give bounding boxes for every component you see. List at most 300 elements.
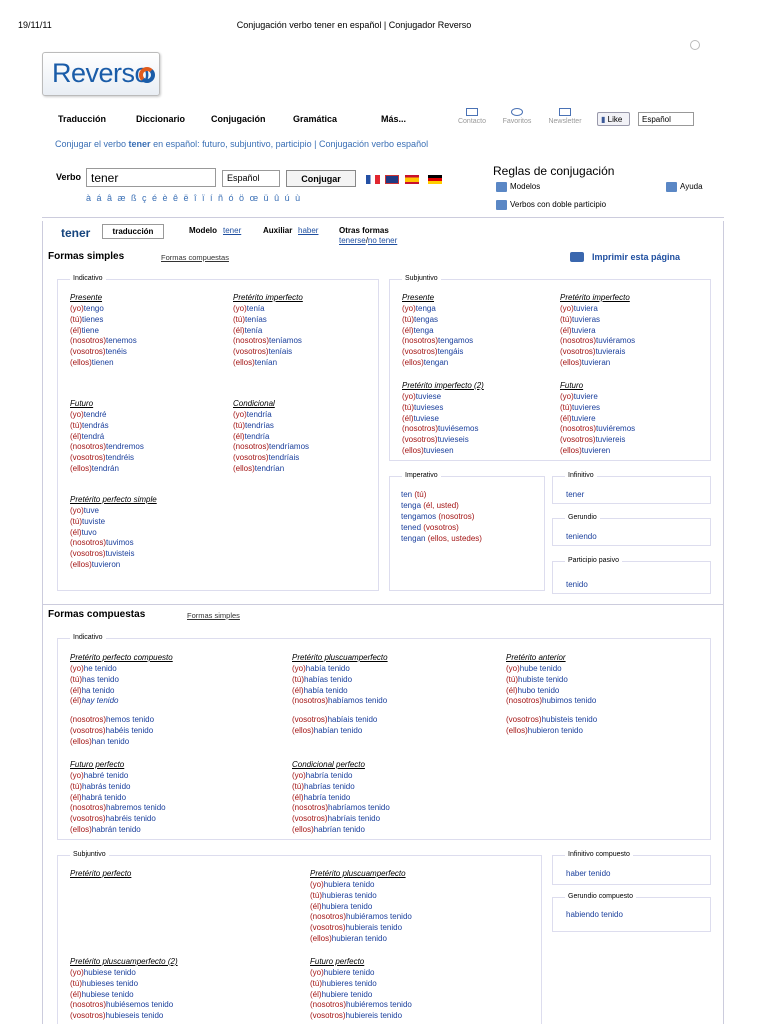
pronoun: (él) xyxy=(70,792,82,802)
conjugation-line xyxy=(292,803,390,814)
verb-form[interactable]: tuviereis xyxy=(595,435,626,445)
tense-block xyxy=(402,381,484,457)
verb-form[interactable]: habría tenido xyxy=(303,792,351,802)
verb-form[interactable]: tienen xyxy=(91,357,114,367)
participio-value[interactable]: tenido xyxy=(566,580,588,589)
verb-form[interactable]: tuvierais xyxy=(595,347,626,357)
verb-form[interactable]: hubieseis tenido xyxy=(105,1011,164,1021)
imperativo-line xyxy=(401,500,482,511)
imp-pronoun: (tú) xyxy=(414,490,427,499)
formas-simples-title: Formas simples xyxy=(48,251,125,262)
conjugation-line xyxy=(402,403,484,414)
verb-form[interactable]: habréis tenido xyxy=(105,814,156,824)
nav-contacto[interactable] xyxy=(452,108,492,125)
print-header xyxy=(0,20,768,32)
pronoun: (yo) xyxy=(292,664,306,673)
conjugation-line xyxy=(70,517,157,528)
verb-form[interactable]: tendríais xyxy=(268,453,300,463)
otras-formas-label: Otras formas xyxy=(339,226,389,235)
verb-form[interactable]: habremos tenido xyxy=(106,803,166,813)
verb-form[interactable]: tuviste xyxy=(82,516,106,526)
verb-form[interactable]: hubiere tenido xyxy=(321,989,373,999)
traduccion-button[interactable]: traducción xyxy=(102,224,164,239)
verb-form[interactable]: tuviere xyxy=(571,413,596,423)
verb-form[interactable]: habrás tenido xyxy=(82,781,131,791)
gerundio-title: Gerundio xyxy=(565,514,600,521)
verb-form[interactable]: hube tenido xyxy=(519,664,562,673)
conjugation-line xyxy=(233,410,309,421)
verb-form[interactable]: hubieran tenido xyxy=(331,933,387,943)
verb-form[interactable]: tenéis xyxy=(105,347,127,357)
nav-contacto-label: Contacto xyxy=(457,118,487,125)
verb-form[interactable]: hubiéramos tenido xyxy=(346,912,412,922)
nav-favoritos[interactable] xyxy=(497,108,537,125)
verb-form[interactable]: habrías tenido xyxy=(304,781,355,791)
conjugar-button[interactable]: Conjugar xyxy=(286,170,356,187)
pronoun: (vosotros) xyxy=(310,1011,346,1021)
divider xyxy=(42,217,724,218)
conjugation-line xyxy=(292,696,388,707)
verb-form[interactable]: tendrás xyxy=(82,420,109,430)
flag-de-icon[interactable] xyxy=(428,175,442,184)
pronoun: (yo) xyxy=(70,410,84,419)
tense-name: Futuro perfecto xyxy=(310,957,365,966)
pronoun: (ellos) xyxy=(402,357,424,367)
pronoun: (vosotros) xyxy=(70,725,106,735)
accent-keys[interactable]: à á â æ ß ç é è ê ë î ï í ñ ó ö œ ü û ú ù xyxy=(86,193,302,203)
pronoun: (vosotros) xyxy=(506,715,542,725)
pronoun: (vosotros) xyxy=(70,347,106,357)
conjugation-line xyxy=(292,726,388,737)
pronoun: (tú) xyxy=(292,674,304,684)
pronoun: (ellos) xyxy=(292,824,314,834)
conjugation-line xyxy=(70,825,166,836)
pronoun: (ellos) xyxy=(292,725,314,735)
conjugation-line xyxy=(402,358,473,369)
verb-form[interactable]: tuviéremos xyxy=(596,424,636,434)
verb-form[interactable]: tenía xyxy=(246,304,265,313)
conjugation-line xyxy=(70,464,144,475)
imp-verb[interactable]: tengan xyxy=(401,534,426,543)
pronoun: (ellos) xyxy=(70,559,92,569)
verb-form[interactable]: tenemos xyxy=(106,336,137,346)
formas-simples-link[interactable]: Formas simples xyxy=(187,611,240,620)
imp-pronoun: (nosotros) xyxy=(438,512,475,521)
pronoun: (yo) xyxy=(70,506,84,515)
verb-form[interactable]: hubiese tenido xyxy=(83,968,136,977)
tense-block xyxy=(70,293,137,369)
pronoun: (tú) xyxy=(560,402,572,412)
auxiliar-link[interactable]: haber xyxy=(298,226,319,235)
conjugation-line xyxy=(560,358,635,369)
doble-participio-link[interactable]: Verbos con doble participio xyxy=(496,200,606,209)
flag-en-icon[interactable] xyxy=(385,175,399,184)
conjugation-line xyxy=(560,414,635,425)
reverso-logo[interactable] xyxy=(42,52,160,96)
conjugation-line xyxy=(310,1000,412,1011)
verb-form[interactable]: hubiese tenido xyxy=(81,989,134,999)
pronoun: (yo) xyxy=(70,968,84,977)
verb-form[interactable]: hubisteis tenido xyxy=(541,715,598,725)
pronoun: (vosotros) xyxy=(402,347,438,357)
verb-form[interactable]: tenga xyxy=(413,325,434,335)
pronoun: (vosotros) xyxy=(402,435,438,445)
mail-icon xyxy=(466,108,478,116)
otras-separator: / xyxy=(365,236,368,245)
tenerse-link[interactable]: tenerse xyxy=(339,236,366,245)
pronoun: (él) xyxy=(560,413,572,423)
verb-form[interactable]: habrá tenido xyxy=(81,792,127,802)
verb-form[interactable]: tuvieron xyxy=(91,559,121,569)
conjugation-line xyxy=(70,782,166,793)
indicativo-compuesto-title: Indicativo xyxy=(70,634,106,641)
verb-form[interactable]: habrán tenido xyxy=(91,824,141,834)
verb-form[interactable]: tuviese xyxy=(413,413,439,423)
conjugation-line xyxy=(233,442,309,453)
pronoun: (tú) xyxy=(310,978,322,988)
verb-form[interactable]: tendrá xyxy=(81,431,105,441)
tense-block xyxy=(70,495,157,571)
pronoun: (él) xyxy=(506,685,518,695)
conjugation-line xyxy=(70,304,137,315)
tense-name: Condicional perfecto xyxy=(292,760,365,769)
subjuntivo-compuesto-title: Subjuntivo xyxy=(70,851,109,858)
nav-newsletter-label: Newsletter xyxy=(548,118,582,125)
pronoun: (nosotros) xyxy=(70,715,107,725)
tense-name: Pretérito anterior xyxy=(506,653,566,662)
ger-compuesto-title: Gerundio compuesto xyxy=(565,893,636,900)
ger-compuesto-value[interactable]: habiendo tenido xyxy=(566,910,623,919)
verb-form[interactable]: habrían tenido xyxy=(313,824,365,834)
verb-form[interactable]: tengan xyxy=(423,357,449,367)
ayuda-link[interactable]: Ayuda xyxy=(666,182,703,191)
pronoun: (él) xyxy=(70,527,82,537)
verb-form[interactable]: tuvieras xyxy=(572,314,601,324)
conjugation-line xyxy=(70,410,144,421)
imp-pronoun: (él, usted) xyxy=(423,501,459,510)
gerundio-value[interactable]: teniendo xyxy=(566,532,597,541)
verb-form[interactable]: tuviese xyxy=(415,392,442,401)
verb-form[interactable]: habéis tenido xyxy=(105,725,154,735)
pronoun: (ellos) xyxy=(560,445,582,455)
conjugation-line xyxy=(402,304,473,315)
flag-fr-icon[interactable] xyxy=(366,175,380,184)
verb-form[interactable]: habían tenido xyxy=(313,725,363,735)
divider xyxy=(42,604,724,605)
verb-form[interactable]: tengáis xyxy=(437,347,464,357)
conjugation-line xyxy=(70,315,137,326)
verb-input[interactable]: tener xyxy=(86,168,216,187)
pronoun: (ellos) xyxy=(560,357,582,367)
pronoun: (tú) xyxy=(233,314,245,324)
subtitle-verb: tener xyxy=(128,139,151,149)
verb-form[interactable]: tenían xyxy=(254,357,278,367)
verb-form[interactable]: tenías xyxy=(245,314,267,324)
tense-block xyxy=(70,869,131,880)
indicativo-title: Indicativo xyxy=(70,275,106,282)
pronoun: (él) xyxy=(310,989,322,999)
verb-form[interactable]: tuviesen xyxy=(423,445,454,455)
verb-form[interactable]: tendría xyxy=(244,431,270,441)
infinitivo-value[interactable]: tener xyxy=(566,490,585,499)
nav-mas[interactable]: Más... xyxy=(381,114,407,124)
conjugation-line xyxy=(402,446,484,457)
conjugation-line xyxy=(70,549,157,560)
verb-form[interactable]: tuvieran xyxy=(581,357,611,367)
verb-form[interactable]: tuviera xyxy=(571,325,596,335)
pronoun: (nosotros) xyxy=(506,696,543,706)
verb-form[interactable]: teníais xyxy=(268,347,293,357)
conjugation-line xyxy=(233,358,303,369)
verb-title: tener xyxy=(61,226,91,240)
share-icon[interactable] xyxy=(690,40,700,50)
inf-compuesto-value[interactable]: haber tenido xyxy=(566,869,611,878)
verb-form[interactable]: tenga xyxy=(415,304,436,313)
imp-verb[interactable]: tenga xyxy=(401,501,422,510)
verb-form[interactable]: tiene xyxy=(81,325,99,335)
verb-form[interactable]: hubiere tenido xyxy=(323,968,375,977)
conjugation-line xyxy=(70,686,173,697)
reglas-title: Reglas de conjugación xyxy=(493,164,615,178)
verb-form[interactable]: hubiste tenido xyxy=(518,674,568,684)
conjugation-line xyxy=(70,979,178,990)
verb-form[interactable]: hubiera tenido xyxy=(321,901,373,911)
verb-form[interactable]: tuviésemos xyxy=(438,424,479,434)
conjugation-line xyxy=(560,435,635,446)
formas-compuestas-link[interactable]: Formas compuestas xyxy=(161,253,229,262)
verb-form[interactable]: tendríamos xyxy=(269,442,310,452)
pronoun: (vosotros) xyxy=(233,347,269,357)
conjugation-line xyxy=(292,715,388,726)
verb-form[interactable]: hubieron tenido xyxy=(527,725,583,735)
conjugation-line xyxy=(292,686,388,697)
pronoun: (tú) xyxy=(506,674,518,684)
pronoun: (él) xyxy=(292,685,304,695)
flag-es-icon[interactable] xyxy=(405,175,419,184)
conjugation-line xyxy=(402,414,484,425)
language-select[interactable]: Español xyxy=(222,170,280,187)
tense-block xyxy=(70,957,178,1022)
verb-form[interactable]: habría tenido xyxy=(305,771,353,780)
verb-form[interactable]: tuvisteis xyxy=(105,549,135,559)
site-language-select[interactable]: Español xyxy=(638,112,694,126)
tense-block xyxy=(292,760,390,836)
verb-form[interactable]: tuvo xyxy=(81,527,97,537)
verb-form[interactable]: habíamos tenido xyxy=(328,696,388,706)
pronoun: (él) xyxy=(233,431,245,441)
conjugation-line xyxy=(292,782,390,793)
verb-form[interactable]: habré tenido xyxy=(83,771,129,780)
tense-block xyxy=(70,653,173,748)
verb-form[interactable]: tuviere xyxy=(573,392,598,401)
pronoun: (nosotros) xyxy=(70,336,107,346)
conjugation-line xyxy=(402,326,473,337)
verb-form[interactable]: tienes xyxy=(82,314,104,324)
conjugation-line xyxy=(560,424,635,435)
participio-title: Participio pasivo xyxy=(565,557,622,564)
imprimir-label: Imprimir esta página xyxy=(592,252,681,262)
conjugation-line xyxy=(402,435,484,446)
verb-form[interactable]: tuvieren xyxy=(581,445,611,455)
pronoun: (yo) xyxy=(402,392,416,401)
imp-verb[interactable]: ten xyxy=(401,490,413,499)
tense-block xyxy=(402,293,473,369)
verb-form[interactable]: habías tenido xyxy=(304,674,353,684)
verb-form[interactable]: tuviera xyxy=(573,304,598,313)
verb-form[interactable]: tendría xyxy=(246,410,272,419)
otras-formas-links xyxy=(339,236,397,245)
verb-form[interactable]: habíais tenido xyxy=(327,715,378,725)
pronoun: (tú) xyxy=(402,314,414,324)
pronoun: (ellos) xyxy=(310,933,332,943)
tense-name: Pretérito imperfecto (2) xyxy=(402,381,484,390)
like-button[interactable] xyxy=(597,112,630,126)
conjugation-line xyxy=(233,464,309,475)
verb-form[interactable]: habríais tenido xyxy=(327,814,381,824)
verb-form[interactable]: tengamos xyxy=(438,336,474,346)
conjugation-line xyxy=(310,880,412,891)
verb-form[interactable]: tenía xyxy=(244,325,263,335)
verb-form[interactable]: hubimos tenido xyxy=(542,696,597,706)
nav-traduccion[interactable]: Traducción xyxy=(58,114,107,124)
conjugation-line xyxy=(70,737,173,748)
conjugation-line xyxy=(70,715,173,726)
pronoun: (tú) xyxy=(292,781,304,791)
pronoun: (yo) xyxy=(402,304,416,313)
verb-form[interactable]: tendré xyxy=(83,410,107,419)
imp-verb[interactable]: tened xyxy=(401,523,422,532)
conjugation-line xyxy=(292,664,388,675)
no-tener-link[interactable]: no tener xyxy=(367,236,398,245)
pronoun: (vosotros) xyxy=(233,453,269,463)
modelos-link[interactable]: Modelos xyxy=(496,182,540,191)
conjugation-line xyxy=(70,421,144,432)
tense-name: Pretérito perfecto compuesto xyxy=(70,653,173,662)
conjugation-line xyxy=(70,453,144,464)
nav-conjugacion[interactable]: Conjugación xyxy=(211,114,266,124)
conjugation-line xyxy=(560,315,635,326)
conjugation-line xyxy=(310,979,412,990)
conjugation-line xyxy=(310,968,412,979)
printer-icon xyxy=(570,252,584,262)
verb-form[interactable]: han tenido xyxy=(91,736,130,746)
tense-name: Pretérito pluscuamperfecto xyxy=(310,869,406,878)
verb-form[interactable]: tendrán xyxy=(91,463,119,473)
conjugation-line xyxy=(506,715,597,726)
verb-form[interactable]: he tenido xyxy=(83,664,117,673)
imperativo-line xyxy=(401,489,482,500)
verb-form[interactable]: hubierais tenido xyxy=(345,923,403,933)
conjugation-line xyxy=(402,336,473,347)
verb-form[interactable]: tuvieres xyxy=(572,402,601,412)
pronoun: (nosotros) xyxy=(292,803,329,813)
verb-form[interactable]: hemos tenido xyxy=(106,715,155,725)
pronoun: (vosotros) xyxy=(70,1011,106,1021)
pronoun: (ellos) xyxy=(70,736,92,746)
conjugation-line xyxy=(310,923,412,934)
verb-form[interactable]: había tenido xyxy=(305,664,350,673)
conjugation-line xyxy=(70,664,173,675)
conjugation-line xyxy=(70,1000,178,1011)
verb-form[interactable]: hubo tenido xyxy=(517,685,560,695)
conjugation-line xyxy=(233,421,309,432)
verb-form[interactable]: hay tenido xyxy=(81,696,119,706)
verb-form[interactable]: tendrías xyxy=(245,420,274,430)
verb-form[interactable]: hubiéremos tenido xyxy=(346,1000,412,1010)
verb-form[interactable]: hubieras tenido xyxy=(322,890,377,900)
conjugation-line xyxy=(292,814,390,825)
tense-name: Presente xyxy=(70,293,103,302)
conjugation-line xyxy=(310,902,412,913)
verb-form[interactable]: ha tenido xyxy=(81,685,115,695)
conjugation-line xyxy=(560,326,635,337)
conjugation-line xyxy=(560,347,635,358)
conjugation-line xyxy=(506,664,597,675)
nav-favoritos-label: Favoritos xyxy=(502,118,532,125)
verb-form[interactable]: hubieres tenido xyxy=(322,978,377,988)
formas-compuestas-title: Formas compuestas xyxy=(48,609,146,620)
nav-diccionario[interactable]: Diccionario xyxy=(136,114,186,124)
verb-form[interactable]: tuviéramos xyxy=(596,336,636,346)
nav-gramatica[interactable]: Gramática xyxy=(293,114,338,124)
verb-form[interactable]: tuvieses xyxy=(414,402,444,412)
verb-form[interactable]: tuvieseis xyxy=(437,435,469,445)
pronoun: (yo) xyxy=(310,968,324,977)
verb-form[interactable]: tendremos xyxy=(106,442,144,452)
pronoun: (yo) xyxy=(70,304,84,313)
verb-form[interactable]: hubiera tenido xyxy=(323,880,375,889)
modelo-link[interactable]: tener xyxy=(223,226,242,235)
conjugation-line xyxy=(70,336,137,347)
verb-form[interactable]: había tenido xyxy=(303,685,348,695)
pronoun: (nosotros) xyxy=(402,336,439,346)
verb-form[interactable]: teníamos xyxy=(269,336,302,346)
verb-form[interactable]: tengo xyxy=(83,304,104,313)
verb-form[interactable]: tuve xyxy=(83,506,99,515)
newsletter-icon xyxy=(559,108,571,116)
pronoun: (él) xyxy=(70,696,82,706)
pronoun: (vosotros) xyxy=(310,923,346,933)
verb-form[interactable]: hubieses tenido xyxy=(82,978,139,988)
verb-form[interactable]: habríamos tenido xyxy=(328,803,390,813)
conjugation-line xyxy=(402,315,473,326)
pronoun: (yo) xyxy=(70,771,84,780)
pronoun: (nosotros) xyxy=(233,442,270,452)
infinitivo-title: Infinitivo xyxy=(565,472,597,479)
verb-form[interactable]: hubiereis tenido xyxy=(345,1011,403,1021)
imprimir-link[interactable] xyxy=(572,252,680,262)
imp-verb[interactable]: tengamos xyxy=(401,512,437,521)
logo-text: Reverso xyxy=(52,58,150,88)
verb-form[interactable]: tengas xyxy=(414,314,439,324)
verb-form[interactable]: tendrían xyxy=(254,463,285,473)
conjugation-line xyxy=(70,771,166,782)
nav-newsletter[interactable] xyxy=(545,108,585,125)
tense-name: Pretérito pluscuamperfecto (2) xyxy=(70,957,178,966)
conjugation-line xyxy=(560,446,635,457)
verbo-label: Verbo xyxy=(56,172,82,182)
pronoun: (yo) xyxy=(233,304,247,313)
conjugation-line xyxy=(70,675,173,686)
pronoun: (nosotros) xyxy=(70,442,107,452)
conjugation-line xyxy=(70,528,157,539)
verb-form[interactable]: tendréis xyxy=(105,453,135,463)
verb-form[interactable]: has tenido xyxy=(82,674,119,684)
pronoun: (tú) xyxy=(70,420,82,430)
verb-form[interactable]: hubiésemos tenido xyxy=(106,1000,174,1010)
verb-form[interactable]: tuvimos xyxy=(106,538,134,548)
tense-name: Pretérito pluscuamperfecto xyxy=(292,653,388,662)
